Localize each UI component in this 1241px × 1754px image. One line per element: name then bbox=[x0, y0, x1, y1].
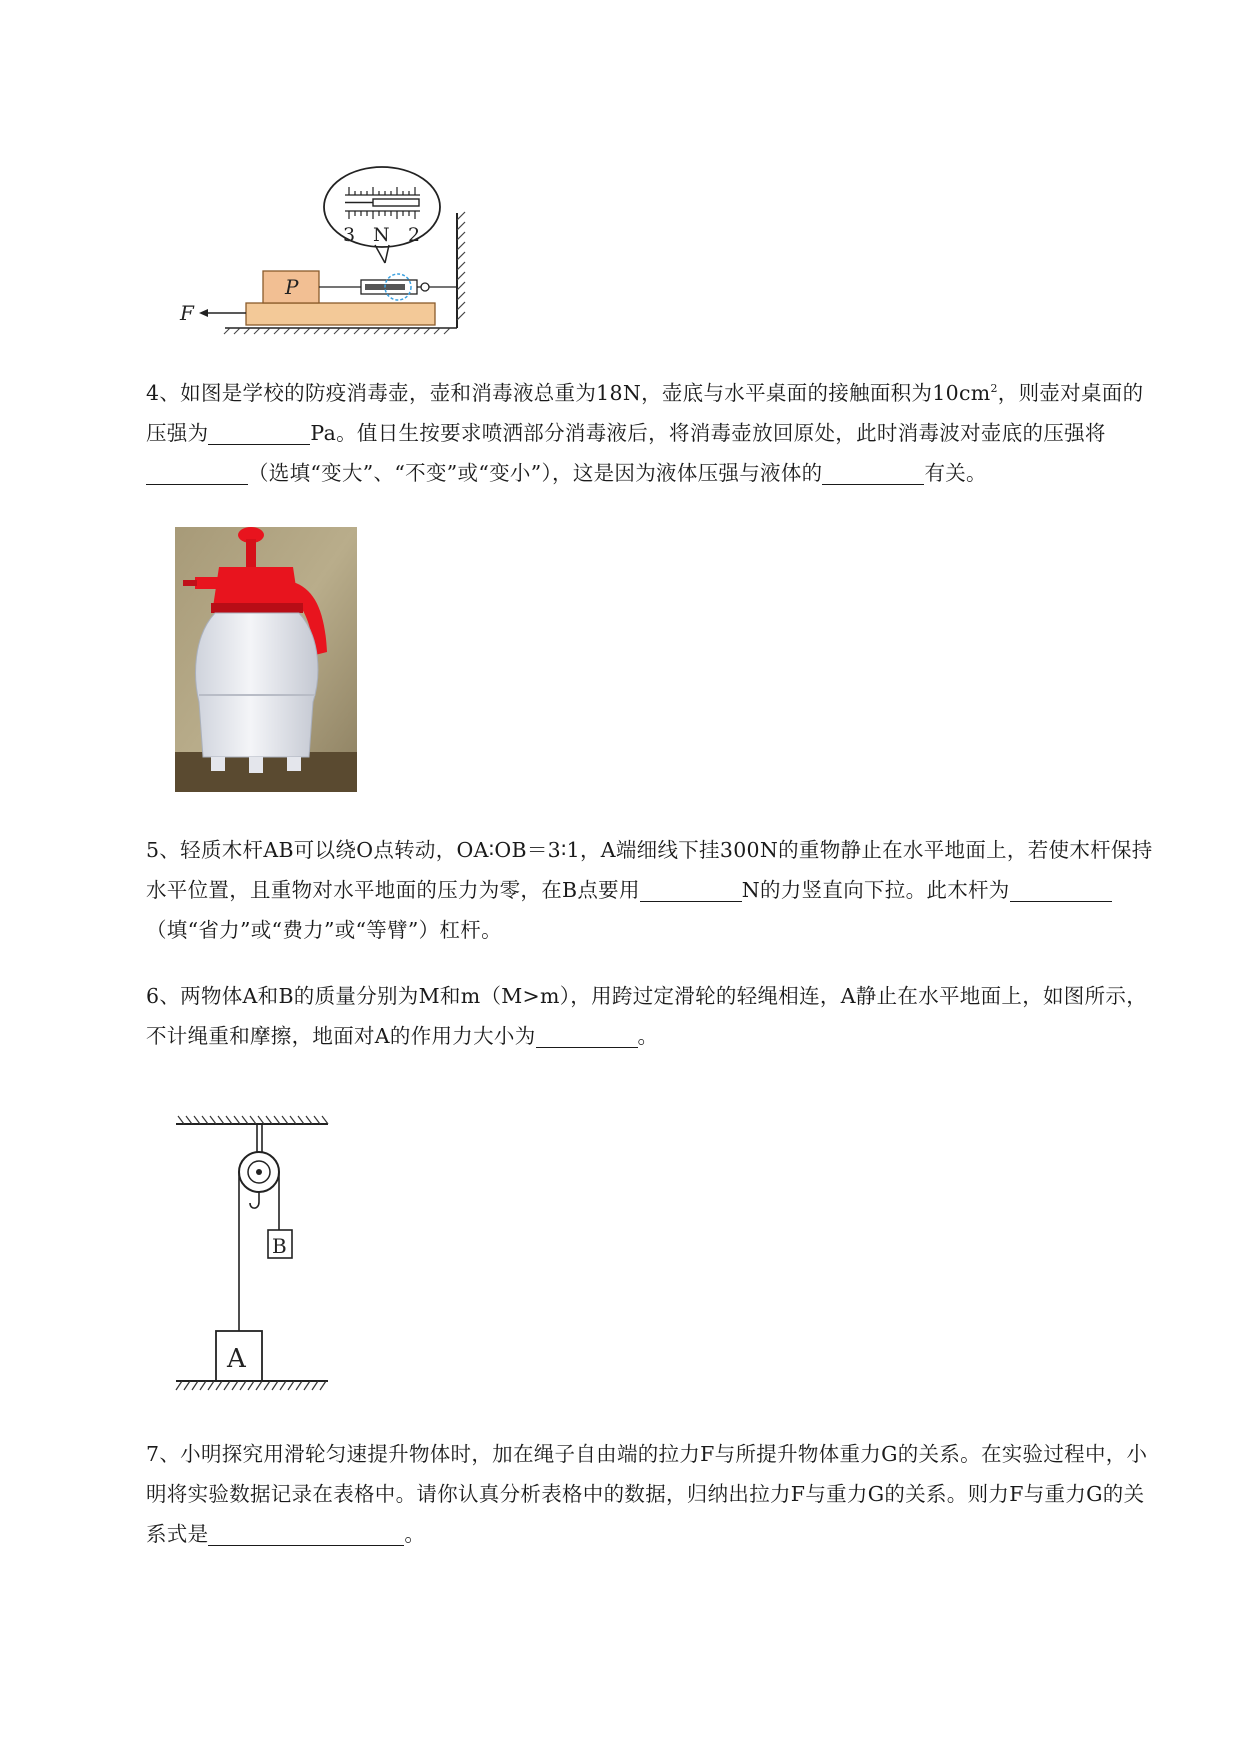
gauge-label-right: 2 bbox=[408, 224, 421, 246]
question-6 bbox=[146, 976, 1156, 1056]
board bbox=[246, 303, 435, 325]
pulley-figure bbox=[172, 1110, 332, 1400]
q6-text-2: 。 bbox=[637, 1024, 659, 1048]
gauge-label-left: 3 bbox=[343, 224, 356, 246]
friction-experiment-figure bbox=[175, 165, 475, 335]
question-5 bbox=[146, 830, 1156, 950]
q5-blank-2[interactable] bbox=[1010, 877, 1112, 902]
question-7 bbox=[146, 1434, 1156, 1554]
q4-text-5: 有关。 bbox=[924, 460, 987, 485]
q4-text-2: ，则壶对桌面的压强为 bbox=[146, 380, 1144, 445]
q5-text-1: 5、轻质木杆AB可以绕O点转动，OA∶OB＝3∶1，A端细线下挂300N的重物静止在水平地面上，若使木杆保持水平位置，且重物对水平地面的压力为零，在B点要用 bbox=[146, 838, 1153, 902]
q4-blank-2[interactable] bbox=[146, 460, 248, 485]
question-4 bbox=[146, 369, 1156, 493]
gauge-label-unit: N bbox=[373, 224, 390, 246]
block-b-label: B bbox=[272, 1234, 287, 1258]
block-p-label: P bbox=[285, 275, 299, 299]
q6-text-1: 6、两物体A和B的质量分别为M和m（M>m），用跨过定滑轮的轻绳相连，A静止在水平地面上，如图所示，不计绳重和摩擦，地面对A的作用力大小为 bbox=[146, 984, 1147, 1048]
q6-blank-1[interactable] bbox=[536, 1023, 638, 1048]
q5-blank-1[interactable] bbox=[640, 877, 742, 902]
q4-text-1: 4、如图是学校的防疫消毒壶，壶和消毒液总重为18N，壶底与水平桌面的接触面积为10cm bbox=[146, 380, 991, 405]
q5-text-3: （填“省力”或“费力”或“等臂”）杠杆。 bbox=[146, 918, 502, 942]
q4-blank-1[interactable] bbox=[208, 420, 310, 445]
spray-bottle-photo bbox=[175, 527, 357, 792]
q7-blank-1[interactable] bbox=[208, 1521, 404, 1546]
q4-text-4: （选填“变大”、“不变”或“变小”），这是因为液体压强与液体的 bbox=[248, 460, 823, 485]
force-f-label: F bbox=[180, 301, 194, 325]
block-a-label: A bbox=[227, 1344, 246, 1374]
q5-text-2: N的力竖直向下拉。此木杆为 bbox=[741, 878, 1010, 902]
q7-text-1: 7、小明探究用滑轮匀速提升物体时，加在绳子自由端的拉力F与所提升物体重力G的关系。在实验过程中，小明将实验数据记录在表格中。请你认真分析表格中的数据，归纳出拉力F与重力G的关系。则力F与重力G的关系式是 bbox=[146, 1442, 1148, 1546]
q4-superscript: 2 bbox=[990, 382, 998, 395]
q4-text-3: Pa。值日生按要求喷洒部分消毒液后，将消毒壶放回原处，此时消毒波对壶底的压强将 bbox=[310, 420, 1106, 445]
q7-text-2: 。 bbox=[404, 1522, 426, 1546]
q4-blank-3[interactable] bbox=[822, 460, 924, 485]
